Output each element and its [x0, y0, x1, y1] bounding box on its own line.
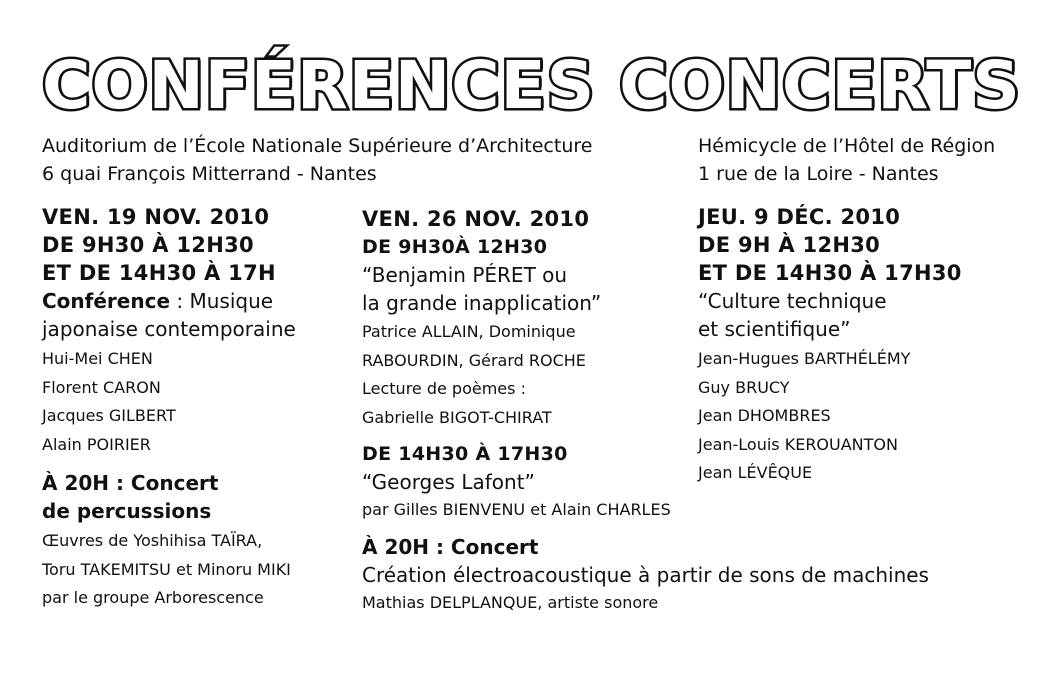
event2-time-morning: DE 9H30À 12H30	[362, 236, 548, 258]
event2-concert-heading: À 20H : Concert	[362, 534, 539, 559]
event1-concert-heading: À 20H : Concert	[42, 471, 219, 495]
event3-date: JEU. 9 DÉC. 2010	[698, 205, 901, 229]
conference-label: Conférence	[42, 289, 171, 313]
event2-talk1-title-line2: la grande inapplication”	[362, 291, 602, 315]
conference-title-line2: japonaise contemporaine	[42, 317, 296, 341]
event2-time-afternoon: DE 14H30 À 17H30	[362, 443, 568, 465]
event-column-3	[698, 203, 1018, 488]
talk-detail: Patrice ALLAIN, Dominique	[362, 322, 576, 341]
venue-left-line1: Auditorium de l’École Nationale Supérieure d’Architecture	[42, 135, 593, 157]
speaker: Hui-Mei CHEN	[42, 349, 153, 368]
speaker: Jean LÉVÊQUE	[698, 463, 813, 482]
event1-time-afternoon: ET DE 14H30 À 17H	[42, 261, 276, 285]
concert-detail: par le groupe Arborescence	[42, 588, 264, 607]
event1-conference-heading	[42, 287, 352, 315]
venue-left-line2: 6 quai François Mitterrand - Nantes	[42, 163, 377, 185]
speaker: Jean DHOMBRES	[698, 406, 831, 425]
venue-right-line1: Hémicycle de l’Hôtel de Région	[698, 135, 996, 157]
talk-detail: Lecture de poèmes :	[362, 379, 526, 398]
event2-talk2-detail: par Gilles BIENVENU et Alain CHARLES	[362, 500, 671, 519]
event3-talk-title-line1: “Culture technique	[698, 289, 887, 313]
speaker: Jean-Hugues BARTHÉLÉMY	[698, 349, 911, 368]
concert-detail: Toru TAKEMITSU et Minoru MIKI	[42, 559, 291, 579]
event2-talk2-title: “Georges Lafont”	[362, 470, 535, 494]
speaker: Guy BRUCY	[698, 377, 790, 397]
talk-detail: RABOURDIN, Gérard ROCHE	[362, 350, 586, 370]
concert-detail: Œuvres de Yoshihisa TAÏRA,	[42, 531, 263, 550]
event1-date: VEN. 19 NOV. 2010	[42, 205, 270, 229]
speaker: Jean-Louis KEROUANTON	[698, 434, 898, 454]
event1-time-morning: DE 9H30 À 12H30	[42, 233, 254, 257]
venue-right	[698, 132, 995, 188]
event2-date: VEN. 26 NOV. 2010	[362, 207, 590, 231]
speaker: Jacques GILBERT	[42, 406, 176, 425]
event2-talk1-title-line1: “Benjamin PÉRET ou	[362, 263, 568, 287]
event3-time-afternoon: ET DE 14H30 À 17H30	[698, 261, 962, 285]
conference-separator: :	[170, 289, 190, 313]
page-title: CONFÉRENCES CONCERTS	[42, 47, 1021, 124]
venue-right-line2: 1 rue de la Loire - Nantes	[698, 163, 939, 185]
talk-detail: Gabrielle BIGOT-CHIRAT	[362, 407, 552, 427]
speaker: Florent CARON	[42, 377, 161, 397]
event2-concert-detail: Mathias DELPLANQUE, artiste sonore	[362, 592, 659, 612]
event1-concert-subtitle: de percussions	[42, 499, 212, 523]
event-column-1	[42, 203, 352, 613]
venue-left	[42, 132, 592, 188]
event3-time-morning: DE 9H À 12H30	[698, 233, 881, 257]
event3-talk-title-line2: et scientifique”	[698, 317, 851, 341]
event2-concert-subtitle: Création électroacoustique à partir de sons de machines	[362, 562, 929, 587]
speaker: Alain POIRIER	[42, 434, 151, 454]
conference-title-line1: Musique	[189, 289, 274, 313]
